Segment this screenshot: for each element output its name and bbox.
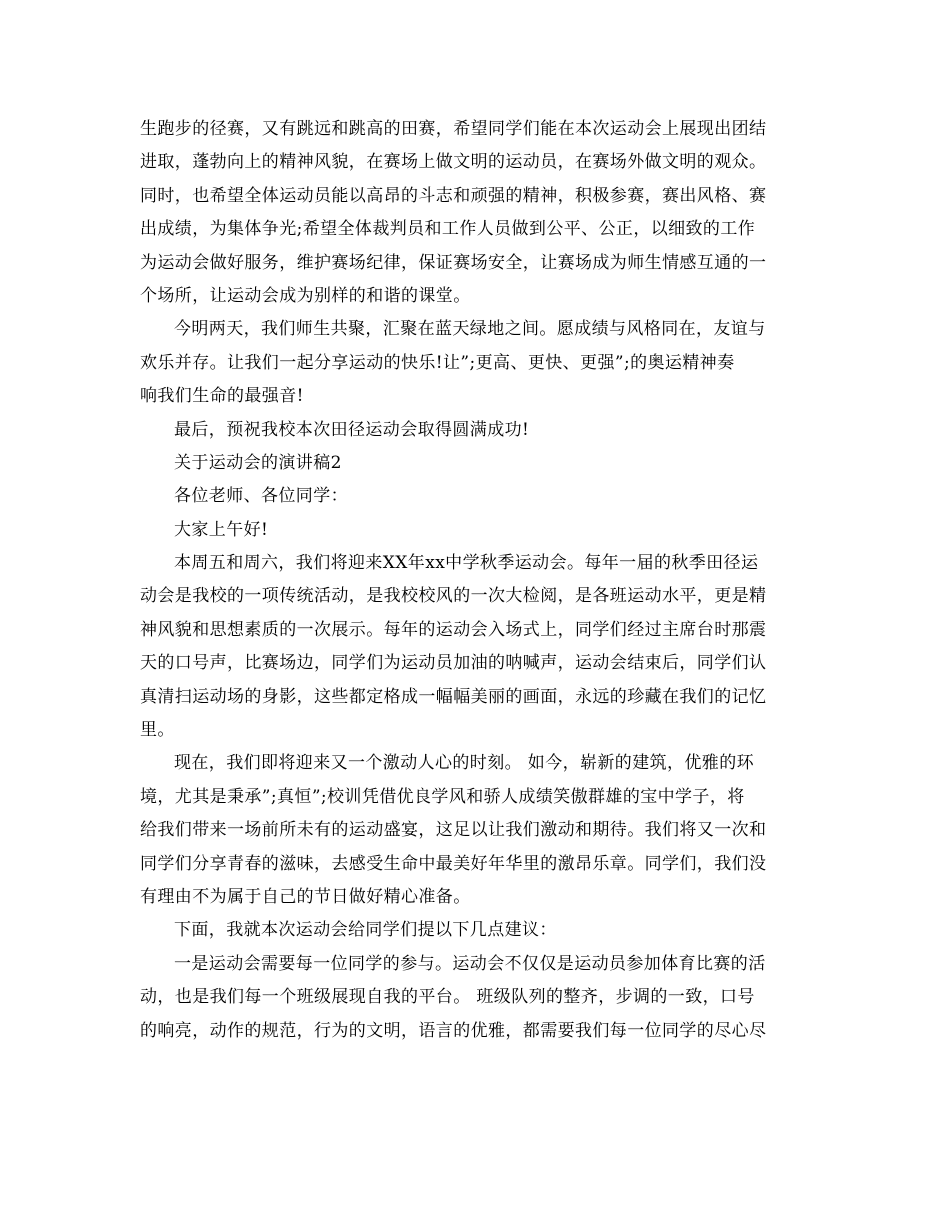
salutation: 各位老师、各位同学：	[174, 486, 348, 507]
paragraph-start-line: 现在，我们即将迎来又一个激动人心的时刻。 如今，崭新的建筑，优雅的环	[174, 753, 755, 774]
text-line: 真清扫运动场的身影，这些都定格成一幅幅美丽的画面，永远的珍藏在我们的记忆	[140, 686, 767, 707]
paragraph-start-line: 最后，预祝我校本次田径运动会取得圆满成功!	[174, 419, 530, 440]
paragraph-start-line: 今明两天，我们师生共聚，汇聚在蓝天绿地之间。愿成绩与风格同在，友谊与	[174, 319, 766, 340]
text-line: 动会是我校的一项传统活动，是我校校风的一次大检阅，是各班运动水平，更是精	[140, 586, 767, 607]
text-line: 同时，也希望全体运动员能以高昂的斗志和顽强的精神，积极参赛，赛出风格、赛	[140, 185, 767, 206]
section-title: 关于运动会的演讲稿2	[174, 452, 342, 473]
text-line: 给我们带来一场前所未有的运动盛宴，这足以让我们激动和期待。我们将又一次和	[140, 820, 767, 841]
text-line: 的响亮，动作的规范，行为的文明，语言的优雅，都需要我们每一位同学的尽心尽	[140, 1020, 767, 1041]
text-line: 响我们生命的最强音!	[140, 386, 304, 407]
text-line: 境，尤其是秉承”;真恒”;校训凭借优良学风和骄人成绩笑傲群雄的宝中学子，将	[140, 786, 745, 807]
text-line: 生跑步的径赛，又有跳远和跳高的田赛，希望同学们能在本次运动会上展现出团结	[140, 119, 767, 139]
text-line: 出成绩，为集体争光;希望全体裁判员和工作人员做到公平、公正，以细致的工作	[140, 219, 756, 240]
text-line: 进取，蓬勃向上的精神风貌，在赛场上做文明的运动员，在赛场外做文明的观众。	[140, 152, 767, 173]
document-body	[140, 113, 812, 1048]
greeting: 大家上午好!	[174, 519, 269, 540]
text-line: 里。	[140, 720, 175, 741]
text-line: 神风貌和思想素质的一次展示。每年的运动会入场式上，同学们经过主席台时那震	[140, 619, 767, 640]
text-line: 有理由不为属于自己的节日做好精心准备。	[140, 886, 471, 907]
paragraph-start-line: 本周五和周六，我们将迎来XX年xx中学秋季运动会。每年一届的秋季田径运	[174, 553, 759, 574]
text-line: 动，也是我们每一个班级展现自我的平台。 班级队列的整齐，步调的一致，口号	[140, 987, 755, 1008]
text-line: 为运动会做好服务，维护赛场纪律，保证赛场安全，让赛场成为师生情感互通的一	[140, 252, 767, 273]
text-line: 天的口号声，比赛场边，同学们为运动员加油的呐喊声，运动会结束后，同学们认	[140, 653, 767, 674]
text-line: 欢乐并存。让我们一起分享运动的快乐!让”;更高、更快、更强”;的奥运精神奏	[140, 352, 735, 373]
paragraph-start-line: 一是运动会需要每一位同学的参与。运动会不仅仅是运动员参加体育比赛的活	[174, 953, 766, 974]
paragraph-start-line: 下面，我就本次运动会给同学们提以下几点建议：	[174, 920, 557, 941]
text-line: 同学们分享青春的滋味，去感受生命中最美好年华里的激昂乐章。同学们，我们没	[140, 853, 767, 874]
text-line: 个场所，让运动会成为别样的和谐的课堂。	[140, 285, 471, 306]
